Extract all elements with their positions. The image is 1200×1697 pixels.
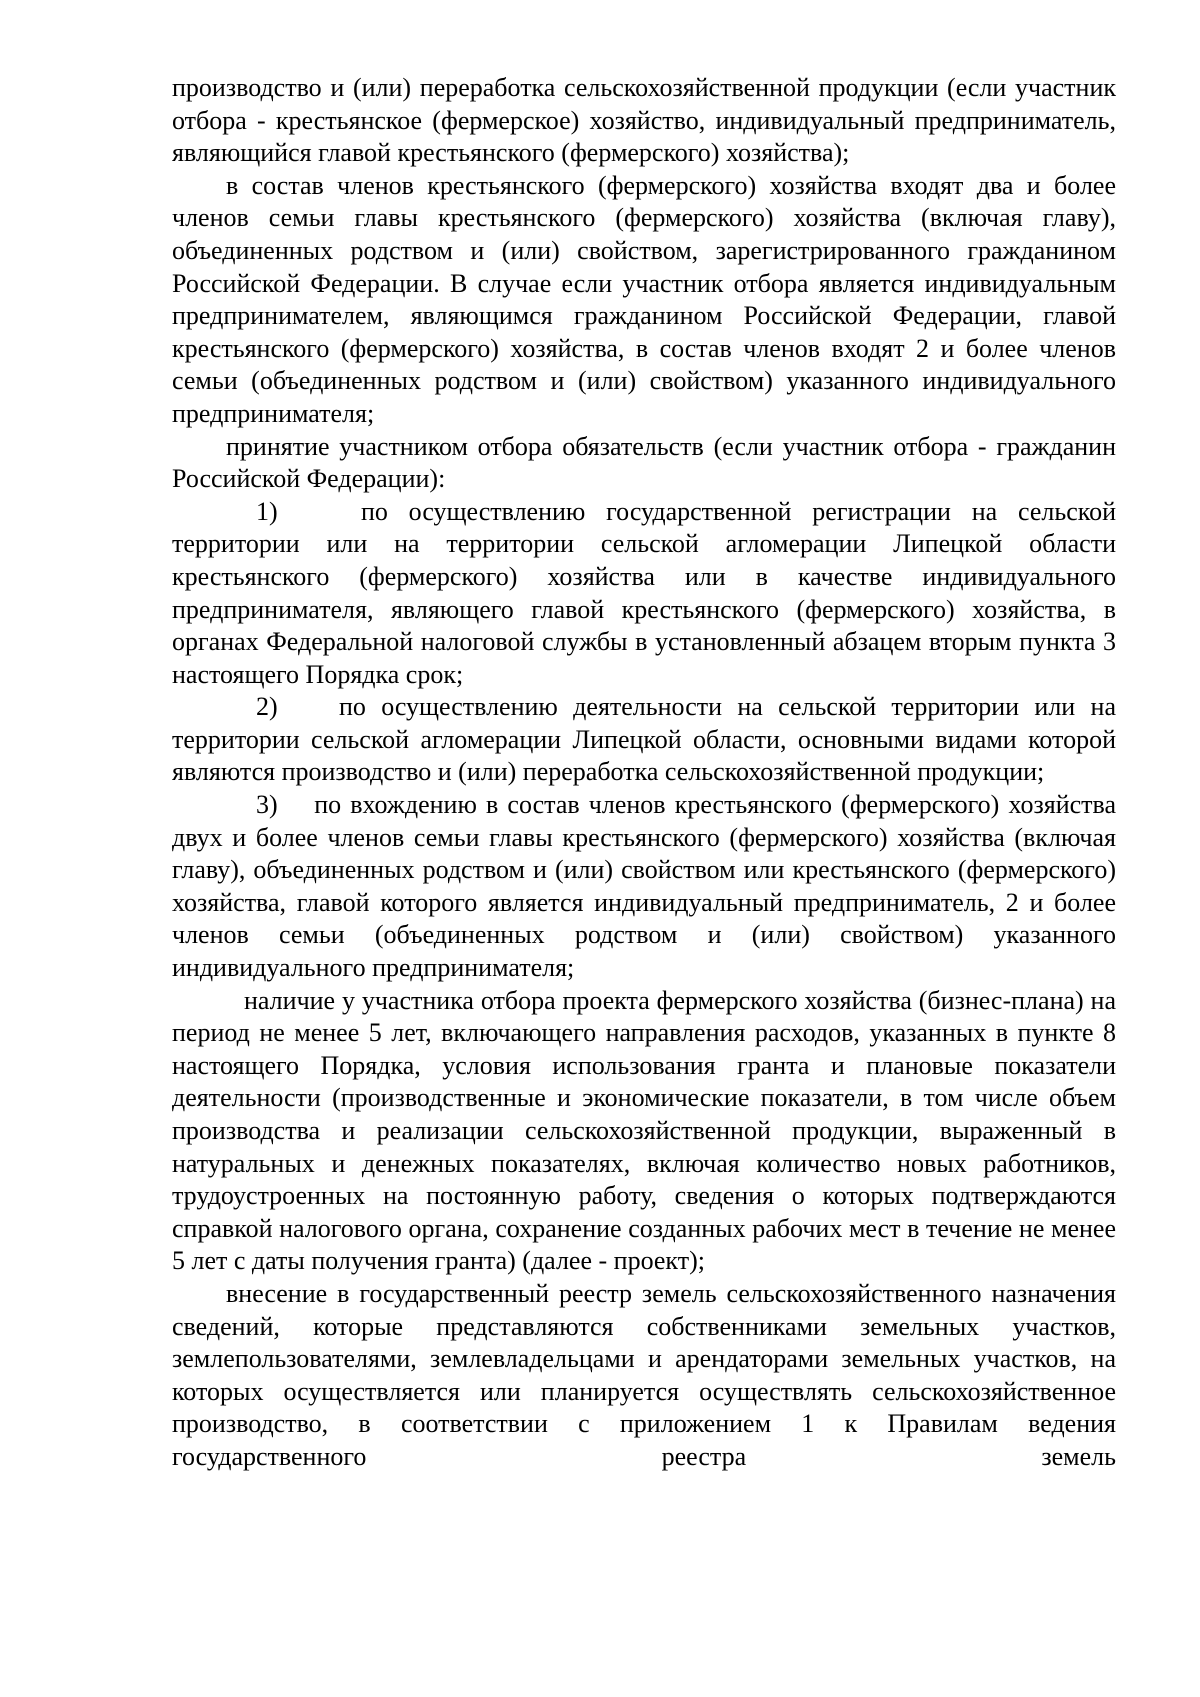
document-body (172, 72, 1123, 1474)
list-item-1: 1) по осуществлению государственной регистрации на сельской территории или на территории сельской агломерации Липецкой области крестьянского (фермерского) хозяйства или в качестве индивидуального предпринимателя, являющего главой крестьянского (фермерского) хозяйства, в органах Федеральной налоговой службы в установленный абзацем вторым пункта 3 настоящего Порядка срок; (172, 496, 1123, 689)
paragraph-business-plan: наличие у участника отбора проекта фермерского хозяйства (бизнес-плана) на период не менее 5 лет, включающего направления расходов, указанных в пункте 8 настоящего Порядка, условия использования гранта и плановые показатели деятельности (производственные и экономические показатели, в том числе объем производства и реализации сельскохозяйственной продукции, выраженный в натуральных и денежных показателях, включая количество новых работников, трудоустроенных на постоянную работу, сведения о которых подтверждаются справкой налогового органа, сохранение созданных рабочих мест в течение не менее 5 лет с даты получения гранта) (далее - проект); (172, 985, 1116, 1276)
list-item-3: 3) по вхождению в состав членов крестьянского (фермерского) хозяйства двух и более членов семьи главы крестьянского (фермерского) хозяйства (включая главу), объединенных родством и (или) свойством или крестьянского (фермерского) хозяйства, главой которого является индивидуальный предприниматель, 2 и более членов семьи (объединенных родством и (или) свойством) указанного индивидуального предпринимателя; (172, 790, 1123, 983)
list-item-2: 2) по осуществлению деятельности на сельской территории или на территории сельской агломерации Липецкой области, основными видами которой являются производство и (или) переработка сельскохозяйственной продукции; (172, 692, 1123, 787)
paragraph-continuation: производство и (или) переработка сельскохозяйственной продукции (если участник отбора - крестьянское (фермерское) хозяйство, индивидуальный предприниматель, являющийся главой крестьянского (фермерского) хозяйства); (172, 73, 1116, 168)
paragraph-family-members: в состав членов крестьянского (фермерского) хозяйства входят два и более членов семьи главы крестьянского (фермерского) хозяйства (включая главу), объединенных родством и (или) свойством, зарегистрированного гражданином Российской Федерации. В случае если участник отбора является индивидуальным предпринимателем, являющимся гражданином Российской Федерации, главой крестьянского (фермерского) хозяйства, в состав членов входят 2 и более членов семьи (объединенных родством и (или) свойством) указанного индивидуального предпринимателя; (172, 170, 1116, 428)
paragraph-obligations: принятие участником отбора обязательств (если участник отбора - гражданин Российской Федерации): (172, 431, 1116, 494)
paragraph-land-registry: внесение в государственный реестр земель сельскохозяйственного назначения сведений, которые представляются собственниками земельных участков, землепользователями, землевладельцами и арендаторами земельных участков, на которых осуществляется или планируется осуществлять сельскохозяйственное производство, в соответствии с приложением 1 к Правилам ведения государственного реестра земель (172, 1278, 1116, 1471)
